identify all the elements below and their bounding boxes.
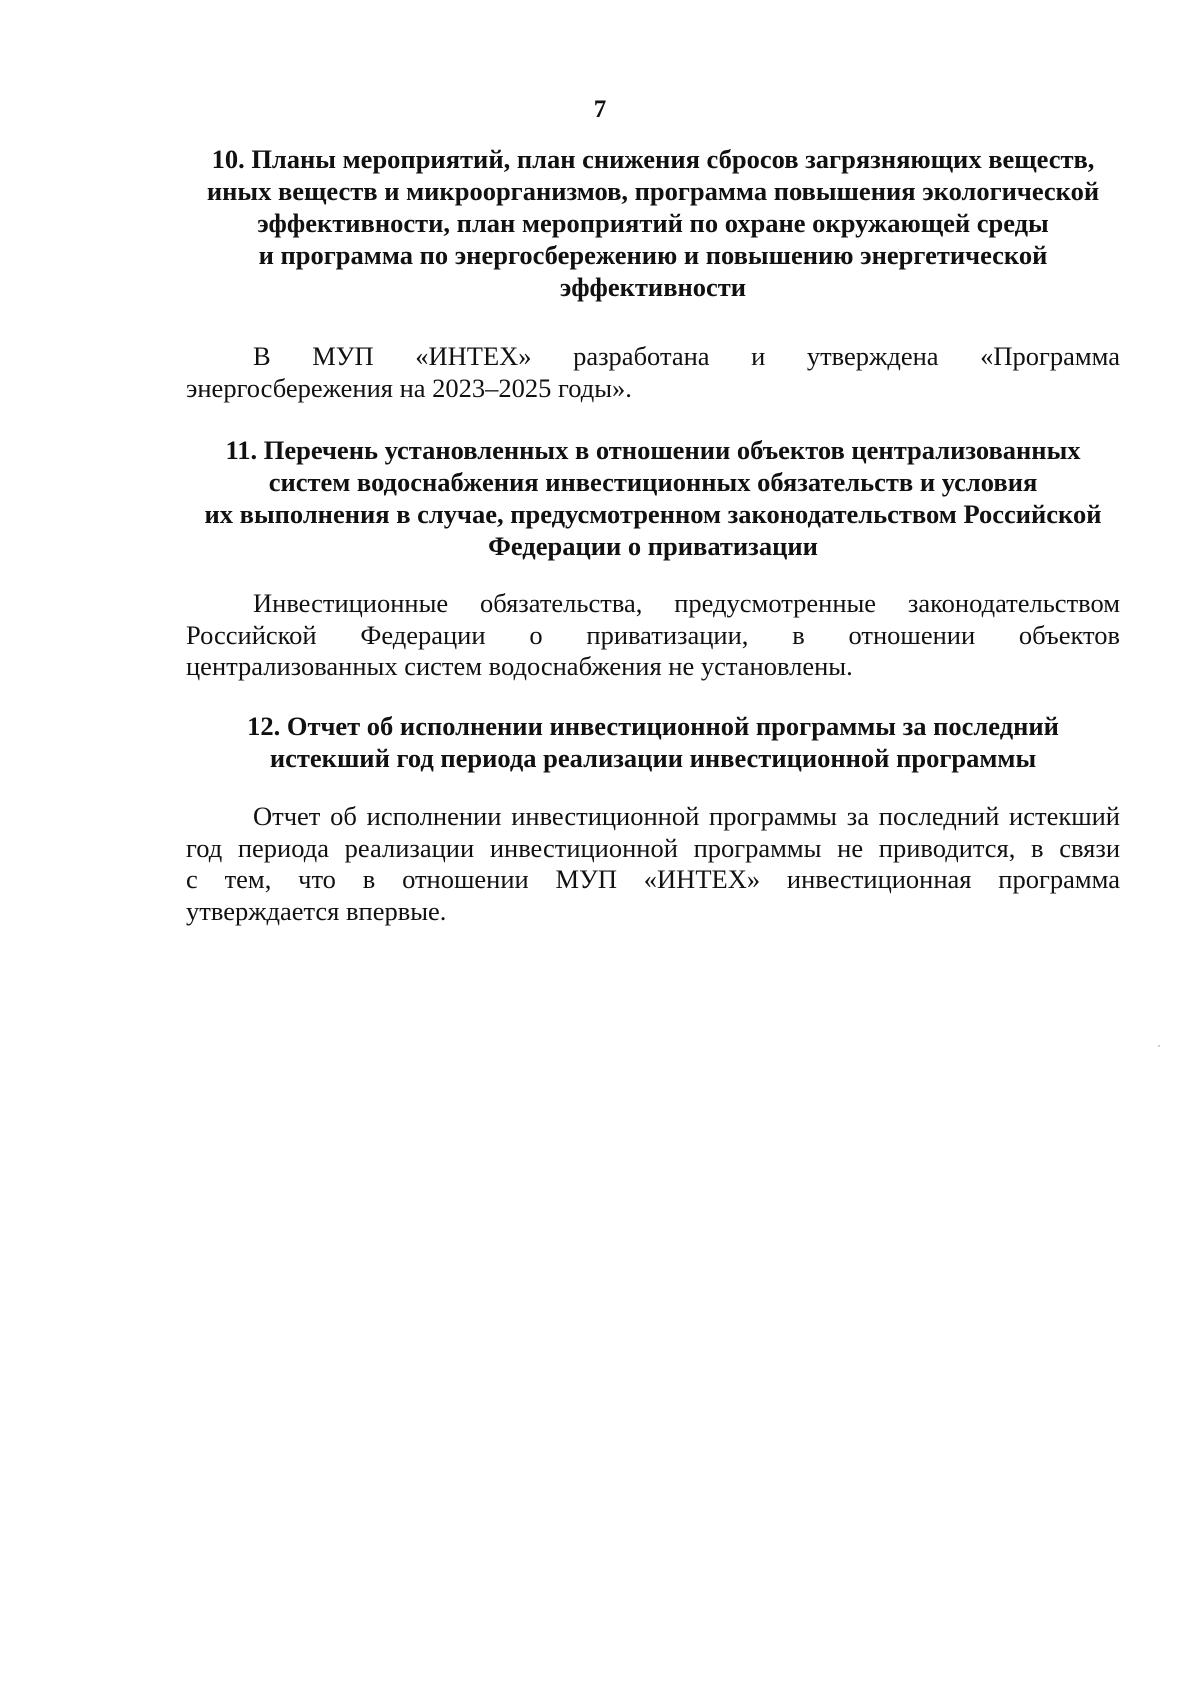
heading-line: Федерации о приватизации bbox=[488, 531, 818, 561]
section-12-paragraph bbox=[186, 801, 1120, 927]
paragraph-line: год периода реализации инвестиционной программы не приводится, в связи bbox=[186, 832, 1120, 863]
paragraph-line: утверждается впервые. bbox=[186, 895, 447, 926]
section-12 bbox=[186, 710, 1120, 774]
section-10-heading bbox=[186, 143, 1120, 303]
paragraph-line: Инвестиционные обязательства, предусмотренные законодательством bbox=[253, 588, 1120, 618]
heading-line: их выполнения в случае, предусмотренном законодательством Российской bbox=[204, 499, 1102, 529]
scan-artifact bbox=[1158, 1045, 1160, 1047]
section-12-heading bbox=[186, 710, 1120, 774]
heading-line: эффективности, план мероприятий по охране окружающей среды bbox=[257, 208, 1049, 238]
section-12-body bbox=[186, 801, 1120, 927]
heading-line: систем водоснабжения инвестиционных обязательств и условия bbox=[268, 467, 1038, 497]
paragraph-line: с тем, что в отношении МУП «ИНТЕХ» инвестиционная программа bbox=[186, 864, 1120, 894]
section-10-paragraph bbox=[186, 341, 1120, 404]
heading-line: 11. Перечень установленных в отношении объектов централизованных bbox=[225, 435, 1081, 465]
paragraph-line: Российской Федерации о приватизации, в отношении объектов bbox=[186, 619, 1120, 650]
heading-line: эффективности bbox=[559, 272, 747, 302]
heading-line: истекший год периода реализации инвестиционной программы bbox=[269, 743, 1037, 773]
section-11 bbox=[186, 434, 1120, 562]
section-11-heading bbox=[186, 434, 1120, 562]
page-number: 7 bbox=[593, 96, 607, 123]
paragraph-line: Отчет об исполнении инвестиционной программы за последний истекший bbox=[253, 801, 1120, 831]
section-10 bbox=[186, 143, 1120, 303]
section-11-paragraph bbox=[186, 588, 1120, 683]
section-10-body bbox=[186, 341, 1120, 404]
heading-line: иных веществ и микроорганизмов, программа повышения экологической bbox=[206, 176, 1100, 206]
paragraph-line: В МУП «ИНТЕХ» разработана и утверждена «Программа bbox=[253, 341, 1120, 371]
heading-line: 10. Планы мероприятий, план снижения сбросов загрязняющих веществ, bbox=[211, 144, 1095, 174]
paragraph-line: централизованных систем водоснабжения не установлены. bbox=[186, 651, 853, 681]
heading-line: и программа по энергосбережению и повышению энергетической bbox=[258, 240, 1048, 270]
heading-line: 12. Отчет об исполнении инвестиционной программы за последний bbox=[247, 711, 1059, 741]
paragraph-line: энергосбережения на 2023–2025 годы». bbox=[186, 372, 632, 403]
section-11-body bbox=[186, 588, 1120, 683]
